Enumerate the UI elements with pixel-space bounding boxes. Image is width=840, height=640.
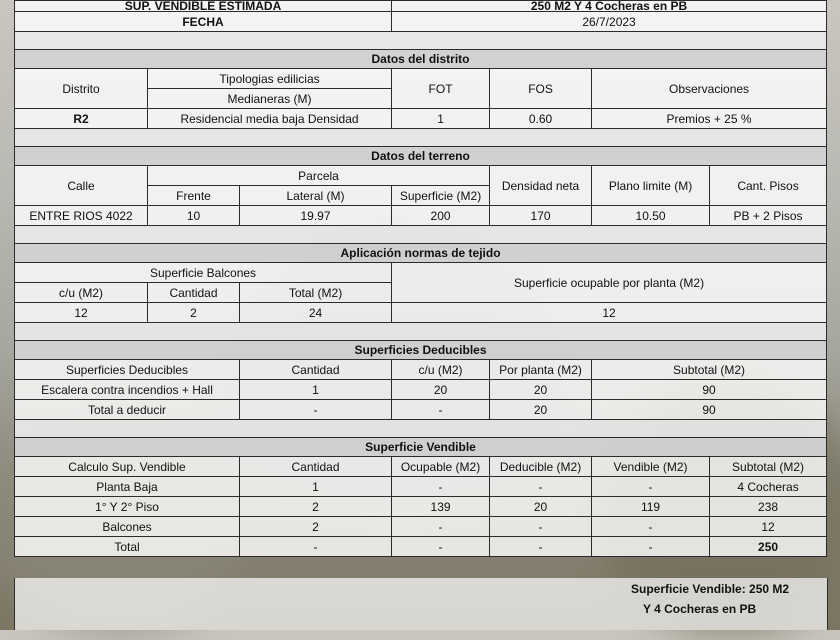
table-row	[15, 380, 827, 400]
cell: 1	[240, 380, 392, 400]
spreadsheet	[14, 0, 826, 557]
table-row	[15, 303, 827, 323]
cell: -	[490, 537, 592, 557]
col-header: Densidad neta	[490, 166, 592, 206]
section-title: Aplicación normas de tejido	[15, 244, 827, 263]
section-title: Superficies Deducibles	[15, 341, 827, 360]
col-header: Observaciones	[592, 69, 827, 109]
cell: -	[592, 517, 710, 537]
fecha-value: 26/7/2023	[392, 12, 827, 32]
col-header: Cantidad	[240, 457, 392, 477]
section-title-row	[15, 147, 827, 166]
cell: 12	[710, 517, 827, 537]
col-header: Calle	[15, 166, 148, 206]
table-row	[15, 69, 827, 89]
cell: 200	[392, 206, 490, 226]
col-header: Cantidad	[240, 360, 392, 380]
sup-vendible-value: 250 M2 Y 4 Cocheras en PB	[392, 1, 827, 12]
cell: PB + 2 Pisos	[710, 206, 827, 226]
cell: 1	[240, 477, 392, 497]
section-title: Superficie Vendible	[15, 438, 827, 457]
cell: 119	[592, 497, 710, 517]
cell: Premios + 25 %	[592, 109, 827, 129]
cell: 139	[392, 497, 490, 517]
table-row	[15, 263, 827, 283]
cell: 20	[490, 400, 592, 420]
col-header: Superficie (M2)	[392, 186, 490, 206]
cell: 12	[392, 303, 827, 323]
col-header: Tipologias edilicias	[148, 69, 392, 89]
col-header: Ocupable (M2)	[392, 457, 490, 477]
section-title-row	[15, 341, 827, 360]
cell: -	[392, 400, 490, 420]
cell: 0.60	[490, 109, 592, 129]
cell: -	[392, 517, 490, 537]
table-row	[15, 109, 827, 129]
col-header: Subtotal (M2)	[592, 360, 827, 380]
cell: Total	[15, 537, 240, 557]
fecha-label: FECHA	[15, 12, 392, 32]
table-row	[15, 206, 827, 226]
cell: -	[490, 517, 592, 537]
cell: -	[592, 537, 710, 557]
cell: Balcones	[15, 517, 240, 537]
table-row	[15, 400, 827, 420]
col-header: Calculo Sup. Vendible	[15, 457, 240, 477]
col-header: Total (M2)	[240, 283, 392, 303]
cell: Total a deducir	[15, 400, 240, 420]
table-row	[15, 477, 827, 497]
section-title-row	[15, 50, 827, 69]
col-header: Distrito	[15, 69, 148, 109]
col-header: FOT	[392, 69, 490, 109]
cell: 2	[148, 303, 240, 323]
col-header: Parcela	[148, 166, 490, 186]
cell: 10	[148, 206, 240, 226]
cell: 90	[592, 400, 827, 420]
cell: 24	[240, 303, 392, 323]
total-cell: 250	[710, 537, 827, 557]
spacer-row	[15, 323, 827, 341]
col-header: Superficie Balcones	[15, 263, 392, 283]
cell: Residencial media baja Densidad	[148, 109, 392, 129]
cell: 12	[15, 303, 148, 323]
cell: 2	[240, 517, 392, 537]
spacer-row	[15, 226, 827, 244]
col-header: c/u (M2)	[15, 283, 148, 303]
cell: 90	[592, 380, 827, 400]
section-title-row	[15, 244, 827, 263]
col-header: Frente	[148, 186, 240, 206]
cell: -	[490, 477, 592, 497]
footer-summary	[14, 578, 828, 630]
table-row	[15, 537, 827, 557]
col-header: Vendible (M2)	[592, 457, 710, 477]
cell: -	[392, 477, 490, 497]
cell: 10.50	[592, 206, 710, 226]
col-header: Cant. Pisos	[710, 166, 827, 206]
cell: 1° Y 2° Piso	[15, 497, 240, 517]
section-title-row	[15, 438, 827, 457]
table-row	[15, 517, 827, 537]
header-row	[15, 1, 827, 12]
cell: 19.97	[240, 206, 392, 226]
cell: Planta Baja	[15, 477, 240, 497]
col-header: Lateral (M)	[240, 186, 392, 206]
cell: Escalera contra incendios + Hall	[15, 380, 240, 400]
spacer-row	[15, 32, 827, 50]
col-header: Cantidad	[148, 283, 240, 303]
col-header: Superficie ocupable por planta (M2)	[392, 263, 827, 303]
table-row	[15, 497, 827, 517]
col-header: Plano limite (M)	[592, 166, 710, 206]
footer-line-1: Superficie Vendible: 250 M2	[631, 582, 790, 596]
sup-vendible-label: SUP. VENDIBLE ESTIMADA	[15, 1, 392, 12]
cell: 1	[392, 109, 490, 129]
cell: -	[240, 400, 392, 420]
header-row	[15, 12, 827, 32]
summary-table	[14, 0, 827, 557]
col-header: Subtotal (M2)	[710, 457, 827, 477]
cell: 20	[490, 497, 592, 517]
col-header: Medianeras (M)	[148, 89, 392, 109]
cell: 20	[490, 380, 592, 400]
spacer-row	[15, 420, 827, 438]
cell: 170	[490, 206, 592, 226]
cell: 20	[392, 380, 490, 400]
cell: ENTRE RIOS 4022	[15, 206, 148, 226]
cell: -	[240, 537, 392, 557]
cell: 4 Cocheras	[710, 477, 827, 497]
section-title: Datos del terreno	[15, 147, 827, 166]
cell: 238	[710, 497, 827, 517]
cell: -	[592, 477, 710, 497]
col-header: Por planta (M2)	[490, 360, 592, 380]
col-header: FOS	[490, 69, 592, 109]
col-header: Superficies Deducibles	[15, 360, 240, 380]
cell: 2	[240, 497, 392, 517]
spacer-row	[15, 129, 827, 147]
col-header: c/u (M2)	[392, 360, 490, 380]
cell: -	[392, 537, 490, 557]
table-row	[15, 360, 827, 380]
footer-line-2: Y 4 Cocheras en PB	[643, 602, 757, 616]
table-row	[15, 457, 827, 477]
table-row	[15, 166, 827, 186]
col-header: Deducible (M2)	[490, 457, 592, 477]
cell: R2	[15, 109, 148, 129]
section-title: Datos del distrito	[15, 50, 827, 69]
